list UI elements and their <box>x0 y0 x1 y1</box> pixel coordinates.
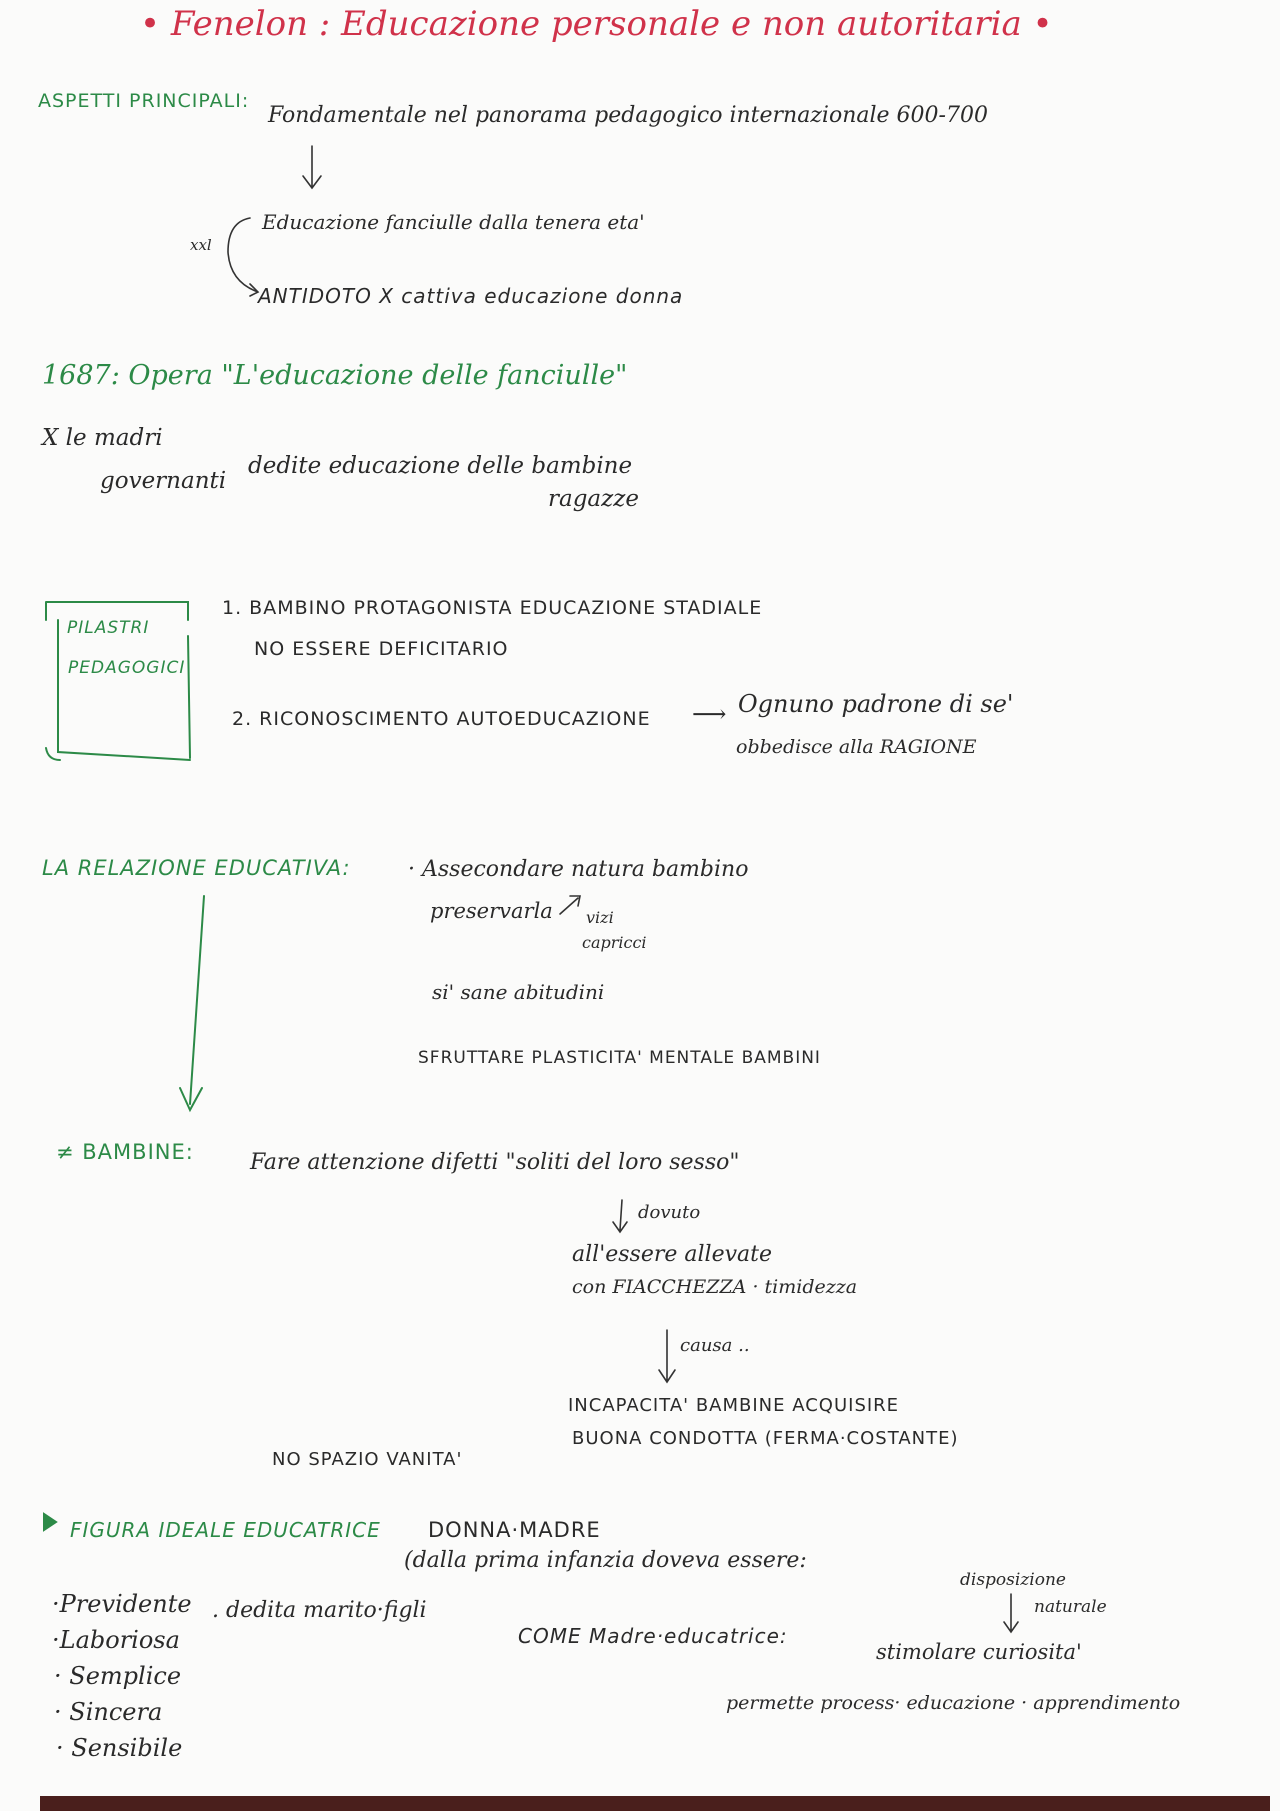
pilastro-2-result-1: Ognuno padrone di se' <box>738 690 1014 718</box>
aspetti-point-1: Educazione fanciulle dalla tenera eta' <box>262 210 645 234</box>
bambine-text: Fare attenzione difetti "soliti del loro sesso" <box>250 1150 740 1175</box>
arrow-relazione <box>180 896 204 1110</box>
no-spazio-vanita: NO SPAZIO VANITA' <box>272 1449 463 1470</box>
relazione-preservarla: preservarla <box>430 899 553 923</box>
opera-desc-1: dedite educazione delle bambine <box>248 453 633 479</box>
arrow-disposizione <box>1004 1594 1018 1632</box>
opera-for-2: governanti <box>100 468 227 494</box>
opera-for-1: X le madri <box>42 425 163 451</box>
figura-donna-madre: DONNA·MADRE <box>428 1518 601 1542</box>
arrow-causa <box>659 1330 675 1382</box>
relazione-capricci: capricci <box>582 933 647 952</box>
figura-disposizione: disposizione <box>960 1570 1066 1590</box>
quality-item: · Semplice <box>54 1662 182 1690</box>
bambine-dovuto: dovuto <box>638 1202 701 1223</box>
quality-item: ·Previdente <box>52 1590 192 1618</box>
figura-heading: FIGURA IDEALE EDUCATRICE <box>70 1518 381 1542</box>
quality-item: · Sincera <box>54 1698 163 1726</box>
bambine-fiacchezza: con FIACCHEZZA · timidezza <box>572 1276 858 1298</box>
pilastro-1-line-2: NO ESSERE DEFICITARIO <box>254 638 509 660</box>
figura-sub: (dalla prima infanzia doveva essere: <box>404 1548 807 1573</box>
quality-item: · Sensibile <box>56 1734 183 1762</box>
bambine-causa: causa .. <box>680 1335 750 1356</box>
page-title: • Fenelon : Educazione personale e non autoritaria • <box>140 4 1053 44</box>
quality-item: ·Laboriosa <box>52 1626 180 1654</box>
aspetti-label: ASPETTI PRINCIPALI: <box>38 90 250 112</box>
pilastro-2-arrow: ⟶ <box>692 700 727 728</box>
relazione-plasticita: SFRUTTARE PLASTICITA' MENTALE BAMBINI <box>418 1048 821 1068</box>
relazione-vizi: vizi <box>586 908 614 927</box>
relazione-bullet-1: · Assecondare natura bambino <box>408 857 749 882</box>
pilastro-2-result-2: obbedisce alla RAGIONE <box>736 736 977 758</box>
figura-dedita: . dedita marito·figli <box>212 1598 427 1623</box>
opera-heading: 1687: Opera "L'educazione delle fanciulle" <box>42 360 628 391</box>
figura-permette: permette process· educazione · apprendimento <box>726 1692 1181 1714</box>
pilastro-2: 2. RICONOSCIMENTO AUTOEDUCAZIONE <box>232 708 651 730</box>
pilastro-1-line-1: 1. BAMBINO PROTAGONISTA EDUCAZIONE STADIALE <box>222 597 763 619</box>
bracket-curve <box>228 218 258 296</box>
bambine-incapacita-1: INCAPACITA' BAMBINE ACQUISIRE <box>568 1395 900 1416</box>
pilastri-label-2: PEDAGOGICI <box>68 658 186 678</box>
arrow-vizi <box>560 896 580 914</box>
figura-come: COME Madre·educatrice: <box>518 1624 788 1648</box>
branch-mark: xxl <box>190 236 212 254</box>
figura-naturale: naturale <box>1034 1597 1107 1617</box>
figura-marker <box>44 1514 56 1530</box>
pilastri-label-1: PILASTRI <box>67 618 150 638</box>
arrow-dovuto <box>613 1200 627 1232</box>
figura-stimolare: stimolare curiosita' <box>876 1640 1082 1664</box>
bambine-allevate: all'essere allevate <box>572 1242 772 1267</box>
arrow-down-1 <box>303 146 321 188</box>
relazione-heading: LA RELAZIONE EDUCATIVA: <box>42 856 351 880</box>
opera-desc-2: ragazze <box>548 486 639 512</box>
relazione-abitudini: si' sane abitudini <box>432 980 605 1004</box>
aspetti-main: Fondamentale nel panorama pedagogico internazionale 600-700 <box>268 103 988 128</box>
aspetti-point-2: ANTIDOTO X cattiva educazione donna <box>258 284 684 308</box>
bambine-incapacita-2: BUONA CONDOTTA (FERMA·COSTANTE) <box>572 1428 959 1449</box>
page-edge <box>40 1796 1270 1811</box>
bambine-heading: ≠ BAMBINE: <box>56 1140 194 1164</box>
